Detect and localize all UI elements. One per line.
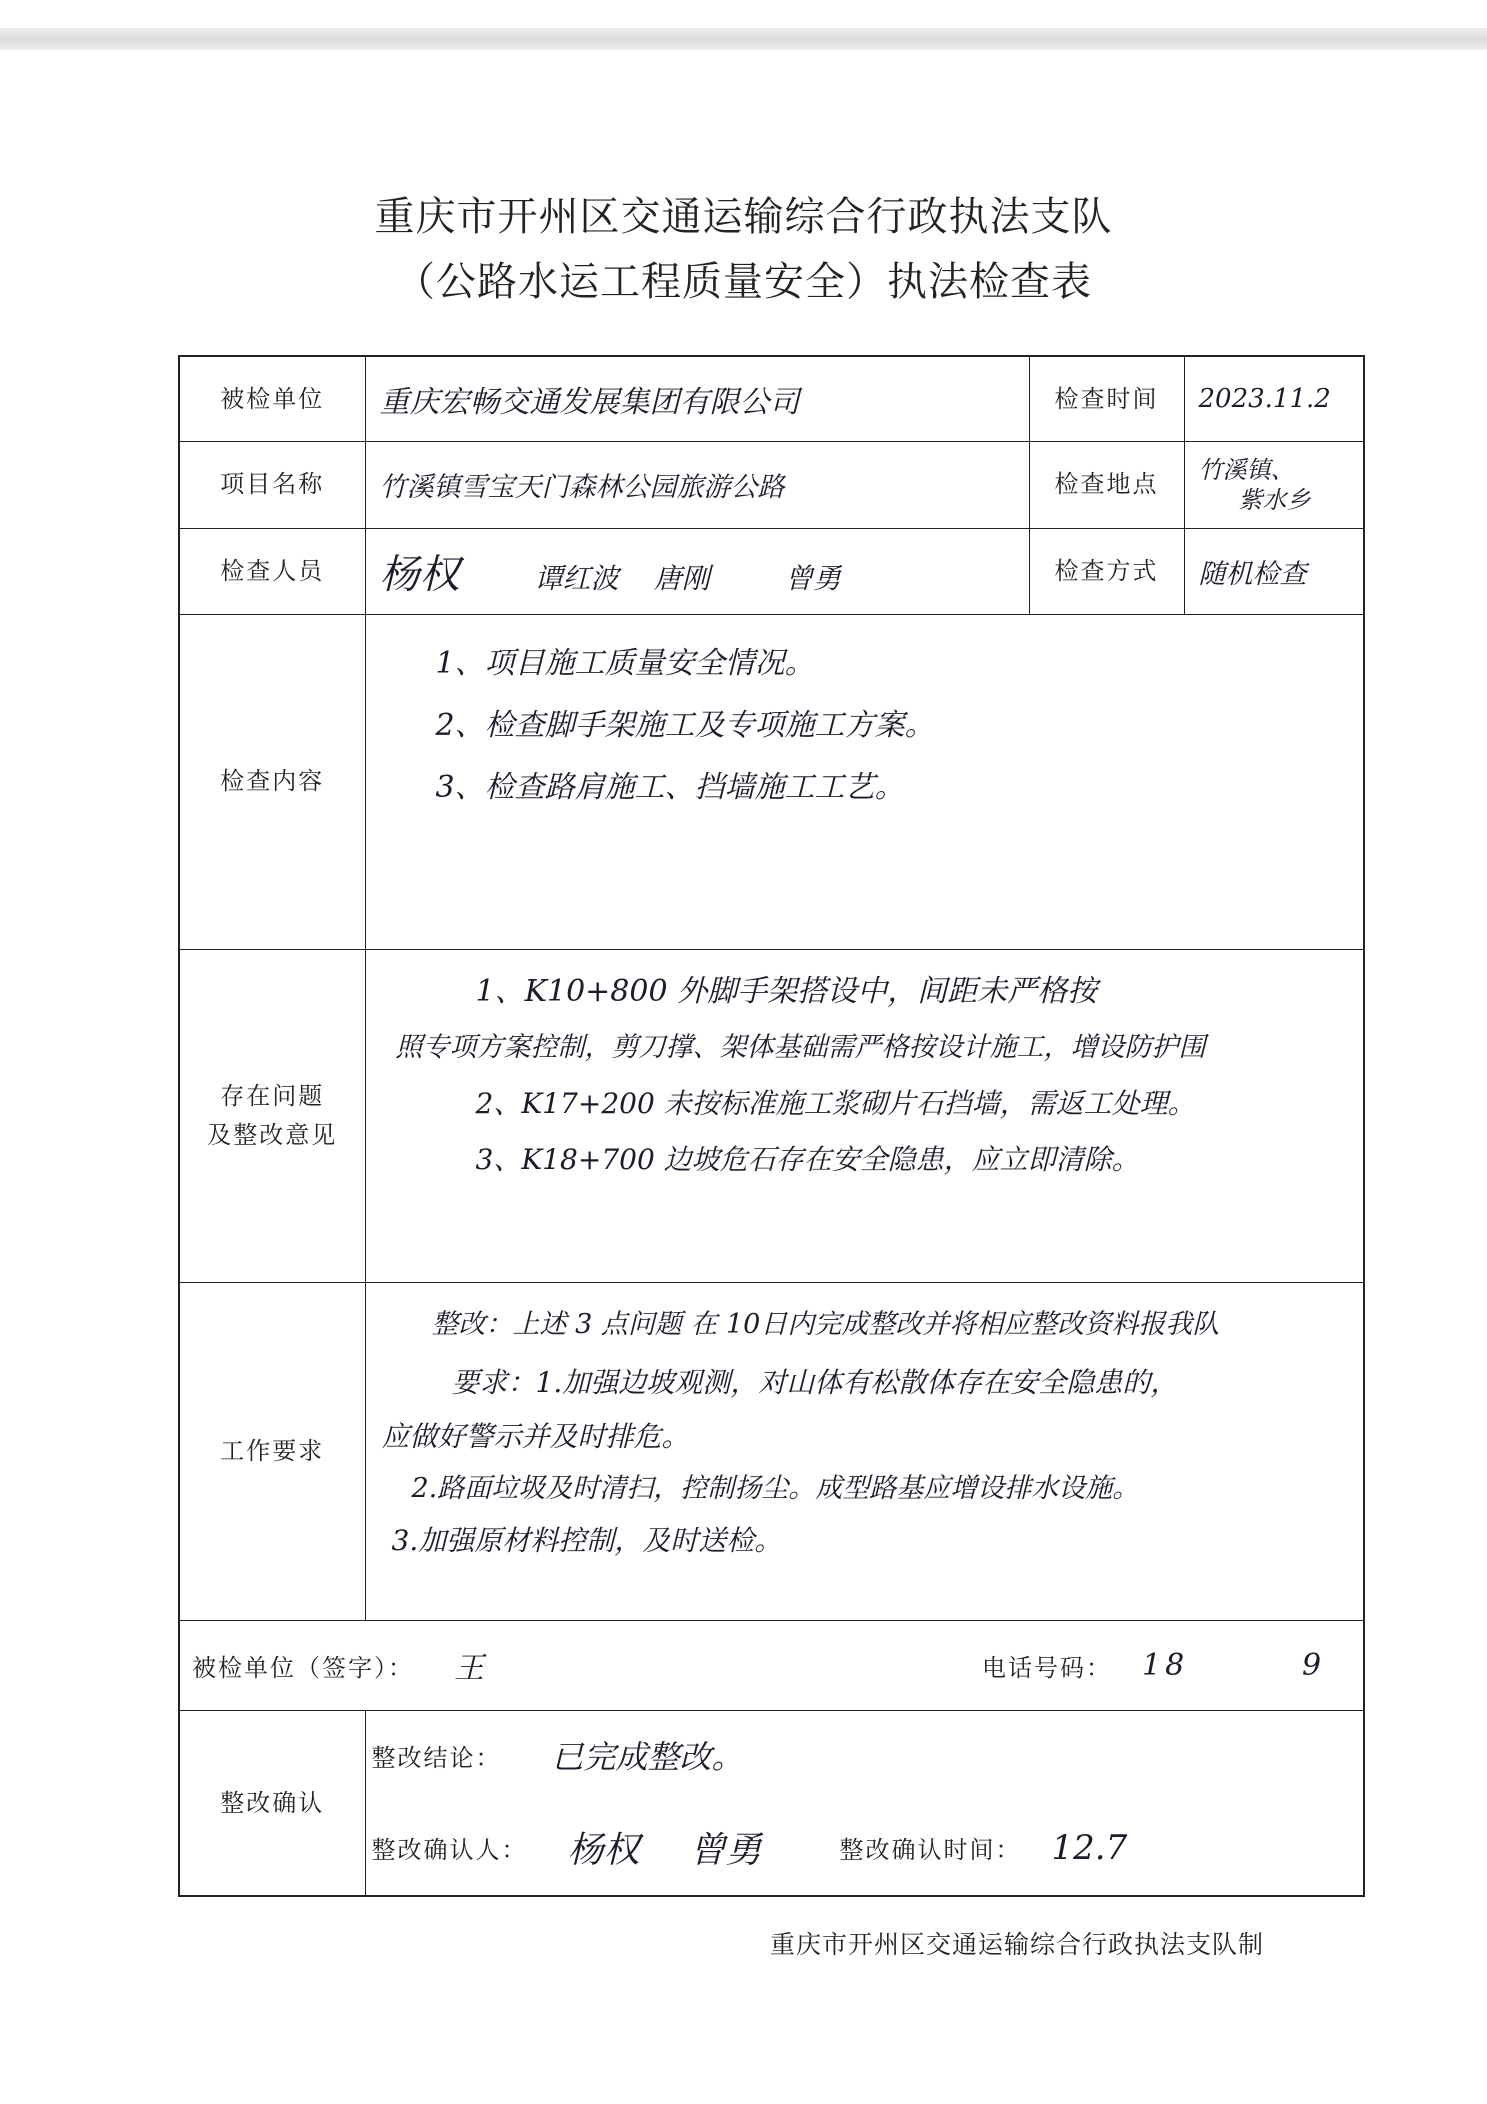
issue-line: 3、K18+700 边坡危石存在安全隐患，应立即清除。	[475, 1142, 1140, 1176]
inspection-content-label: 检查内容	[179, 614, 365, 949]
requirement-line: 3.加强原材料控制，及时送检。	[391, 1523, 783, 1557]
issue-line: 1、K10+800 外脚手架搭设中，间距未严格按	[475, 973, 1098, 1009]
phone-value-start: 18	[1142, 1647, 1189, 1683]
confirmer-signature: 杨权	[567, 1830, 640, 1871]
inspector-signature: 曾勇	[784, 561, 841, 595]
issues-label	[179, 949, 365, 1282]
issue-line: 照专项方案控制，剪刀撑、架体基础需严格按设计施工，增设防护围	[395, 1031, 1206, 1063]
issues-label-line2: 及整改意见	[207, 1120, 338, 1149]
form-title: 重庆市开州区交通运输综合行政执法支队	[374, 194, 1113, 240]
requirement-line: 2.路面垃圾及时清扫，控制扬尘。成型路基应增设排水设施。	[411, 1472, 1140, 1504]
phone-value-end: 9	[1302, 1647, 1322, 1683]
confirm-time-label: 整改确认时间：	[839, 1836, 1022, 1864]
requirement-line: 应做好警示并及时排危。	[381, 1419, 690, 1453]
content-item: 2、检查脚手架施工及专项施工方案。	[435, 707, 935, 743]
phone-label: 电话号码：	[982, 1653, 1112, 1682]
row-inspectors	[179, 528, 1364, 614]
requirement-line: 要求：1.加强边坡观测，对山体有松散体存在安全隐患的，	[451, 1365, 1179, 1399]
row-inspected-unit	[179, 356, 1364, 441]
row-unit-signature	[179, 1620, 1364, 1710]
inspection-form-table	[178, 355, 1365, 1897]
content-item: 1、项目施工质量安全情况。	[435, 645, 815, 681]
inspector-signature: 唐刚	[653, 561, 710, 595]
inspector-signature: 杨权	[379, 551, 460, 598]
work-requirements-label: 工作要求	[179, 1282, 365, 1620]
row-issues	[179, 949, 1364, 1282]
content-item: 3、检查路肩施工、挡墙施工工艺。	[435, 769, 905, 805]
conclusion-value: 已完成整改。	[551, 1738, 744, 1777]
confirmer-signature: 曾勇	[689, 1830, 762, 1871]
conclusion-label: 整改结论：	[371, 1743, 502, 1772]
inspected-unit-label: 被检单位	[179, 356, 365, 441]
rectification-confirm-label: 整改确认	[179, 1710, 365, 1896]
row-inspection-content	[179, 614, 1364, 949]
confirmer-label: 整改确认人：	[371, 1836, 528, 1864]
location-value-line2: 紫水乡	[1238, 485, 1311, 514]
requirement-line: 整改：上述 3 点问题 在 10日内完成整改并将相应整改资料报我队	[431, 1308, 1220, 1340]
issue-line: 2、K17+200 未按标准施工浆砌片石挡墙，需返工处理。	[475, 1086, 1196, 1120]
inspection-time-label: 检查时间	[1029, 356, 1184, 441]
project-name-value: 竹溪镇雪宝天门森林公园旅游公路	[379, 472, 785, 503]
inspector-signature: 谭红波	[534, 561, 619, 595]
footer-issuer: 重庆市开州区交通运输综合行政执法支队制	[770, 1930, 1265, 1959]
form-subtitle: （公路水运工程质量安全）执法检查表	[395, 259, 1092, 305]
issues-label-line1: 存在问题	[220, 1082, 325, 1111]
unit-signature-label: 被检单位（签字）：	[192, 1653, 414, 1682]
row-project-name	[179, 441, 1364, 528]
row-rectification-conclusion	[179, 1710, 1364, 1800]
location-value-line1: 竹溪镇、	[1198, 455, 1295, 484]
inspection-location-label: 检查地点	[1029, 441, 1184, 528]
confirm-time-value: 12.7	[1051, 1827, 1128, 1868]
inspection-time-value: 2023.11.2	[1198, 383, 1331, 414]
unit-signature-value: 王	[454, 1651, 484, 1686]
inspectors-label: 检查人员	[179, 528, 365, 614]
project-name-label: 项目名称	[179, 441, 365, 528]
scan-edge-band	[0, 28, 1487, 50]
inspection-method-value: 随机检查	[1198, 558, 1307, 590]
row-work-requirements	[179, 1282, 1364, 1620]
inspected-unit-value: 重庆宏畅交通发展集团有限公司	[379, 384, 800, 420]
inspection-method-label: 检查方式	[1029, 528, 1184, 614]
